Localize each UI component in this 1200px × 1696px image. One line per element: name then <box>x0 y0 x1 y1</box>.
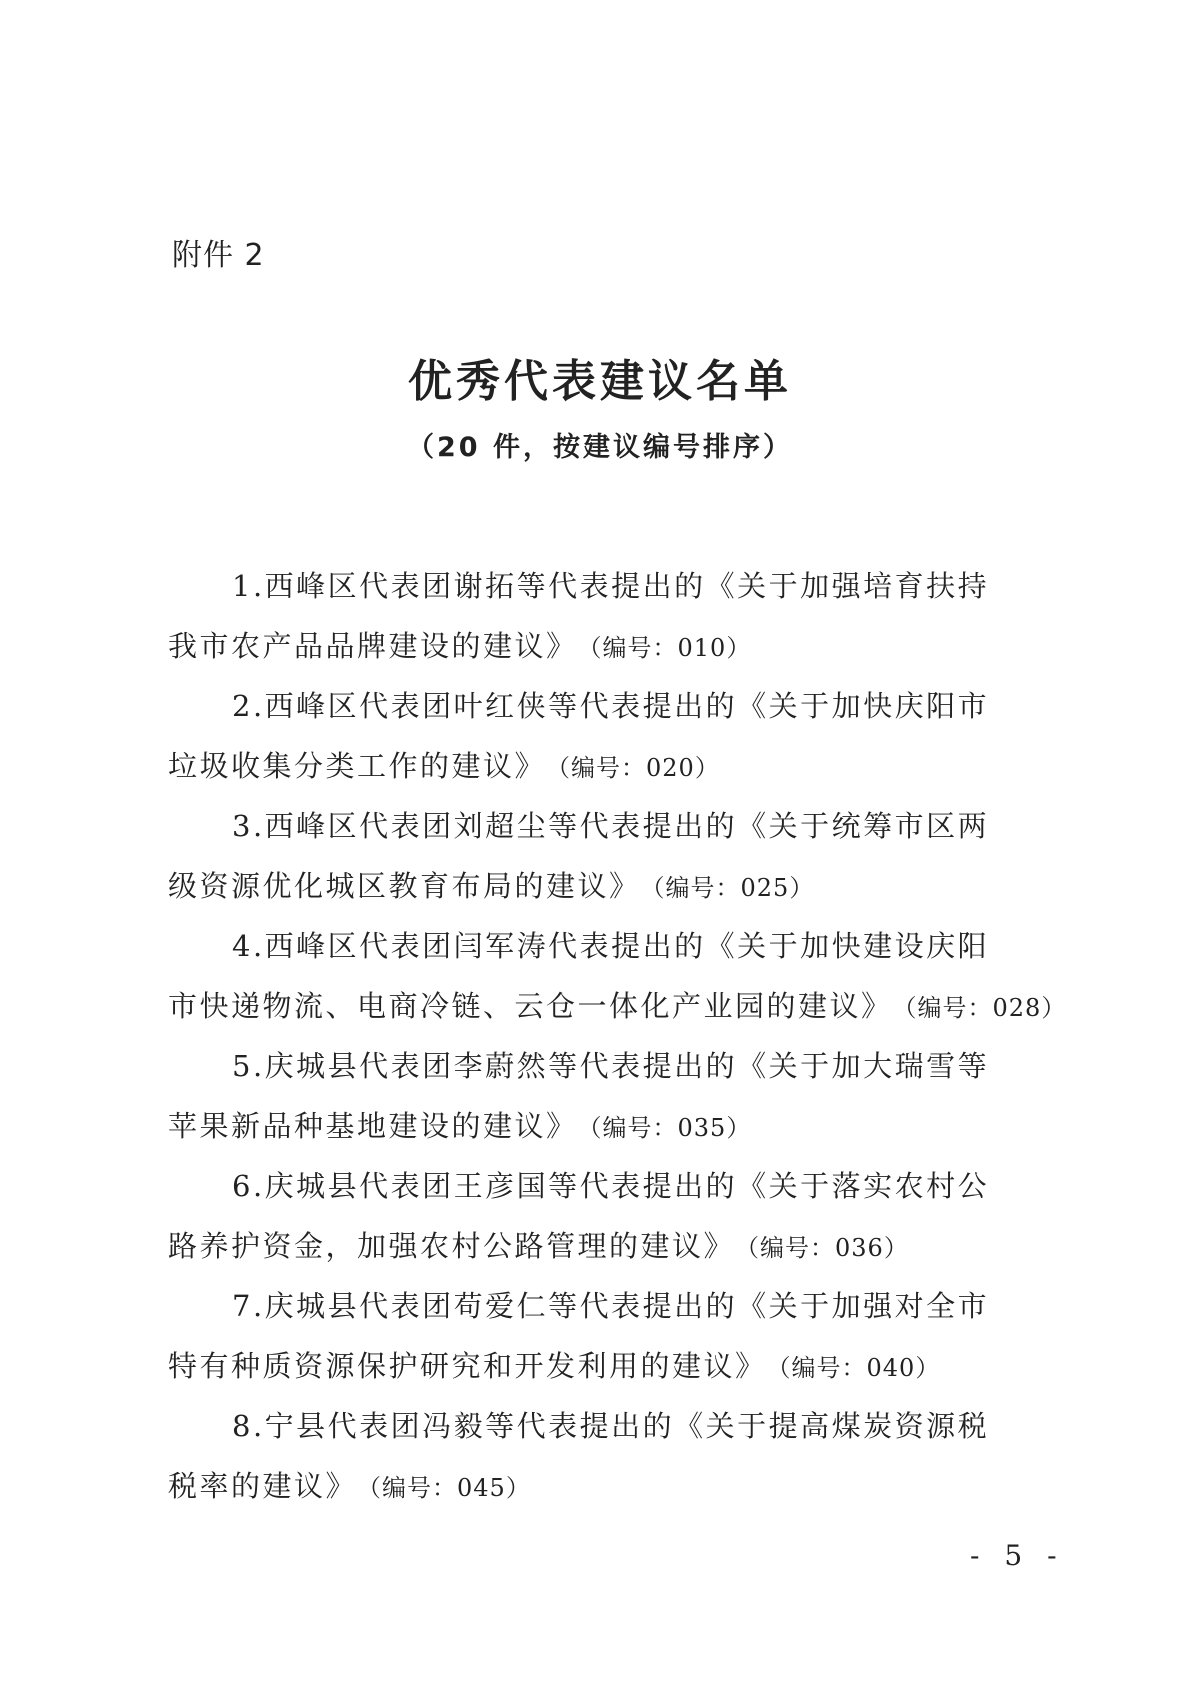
proposal-code: （编号：036） <box>747 1234 909 1262</box>
proposal-entry-line-2 <box>168 976 1067 1036</box>
proposal-entry-line-1: 6.庆城县代表团王彦国等代表提出的《关于落实农村公 <box>232 1169 990 1203</box>
proposal-entry-line-1: 3.西峰区代表团刘超尘等代表提出的《关于统筹市区两 <box>232 809 990 843</box>
proposal-entry-line-1: 4.西峰区代表团闫军涛代表提出的《关于加快建设庆阳 <box>232 929 990 963</box>
proposal-entry-text: 级资源优化城区教育布局的建议》 <box>168 869 641 903</box>
proposal-entry-text: 我市农产品品牌建设的建议》 <box>168 629 578 663</box>
proposal-entry-line-1: 7.庆城县代表团苟爱仁等代表提出的《关于加强对全市 <box>232 1289 990 1323</box>
proposal-code: （编号：040） <box>778 1354 941 1382</box>
proposal-code: （编号：010） <box>589 634 752 662</box>
proposal-entry-1 <box>168 556 1028 676</box>
proposal-entry-line-2 <box>168 1456 1028 1516</box>
proposal-entry-text: 苹果新品种基地建设的建议》 <box>168 1109 578 1143</box>
proposal-entry-8 <box>168 1396 1028 1516</box>
proposal-entry-line-1: 5.庆城县代表团李蔚然等代表提出的《关于加大瑞雪等 <box>232 1049 990 1083</box>
proposal-entry-4 <box>168 916 1067 1036</box>
proposal-code: （编号：028） <box>904 994 1067 1022</box>
proposal-entry-5 <box>168 1036 1028 1156</box>
proposal-code: （编号：035） <box>589 1114 752 1142</box>
proposal-entry-2 <box>168 676 1028 796</box>
proposal-entry-text: 税率的建议》 <box>168 1469 358 1503</box>
proposal-entry-7 <box>168 1276 1028 1396</box>
proposal-entry-text: 路养护资金，加强农村公路管理的建议》 <box>168 1229 736 1263</box>
proposal-entry-line-2 <box>168 1096 1028 1156</box>
proposal-entry-line-2 <box>168 856 1028 916</box>
proposal-list <box>168 556 1067 1516</box>
proposal-entry-text: 市快递物流、电商冷链、云仓一体化产业园的建议》 <box>168 989 893 1023</box>
proposal-entry-line-2 <box>168 616 1028 676</box>
proposal-entry-text: 特有种质资源保护研究和开发利用的建议》 <box>168 1349 767 1383</box>
proposal-entry-6 <box>168 1156 1028 1276</box>
proposal-entry-line-1: 1.西峰区代表团谢拓等代表提出的《关于加强培育扶持 <box>232 569 990 603</box>
proposal-entry-line-2 <box>168 736 1028 796</box>
proposal-entry-line-2 <box>168 1216 1028 1276</box>
proposal-entry-3 <box>168 796 1028 916</box>
attachment-label: 附件 2 <box>172 238 265 273</box>
proposal-entry-line-1: 8.宁县代表团冯毅等代表提出的《关于提高煤炭资源税 <box>232 1409 990 1443</box>
proposal-code: （编号：045） <box>369 1474 531 1502</box>
page-title: 优秀代表建议名单 <box>408 356 792 407</box>
proposal-code: （编号：025） <box>652 874 815 902</box>
proposal-code: （编号：020） <box>558 754 720 782</box>
proposal-entry-line-2 <box>168 1336 1028 1396</box>
proposal-entry-line-1: 2.西峰区代表团叶红侠等代表提出的《关于加快庆阳市 <box>232 689 990 723</box>
page-number: - 5 - <box>970 1539 1065 1572</box>
proposal-entry-text: 垃圾收集分类工作的建议》 <box>168 749 547 783</box>
page-subtitle: （20 件，按建议编号排序） <box>407 432 793 463</box>
